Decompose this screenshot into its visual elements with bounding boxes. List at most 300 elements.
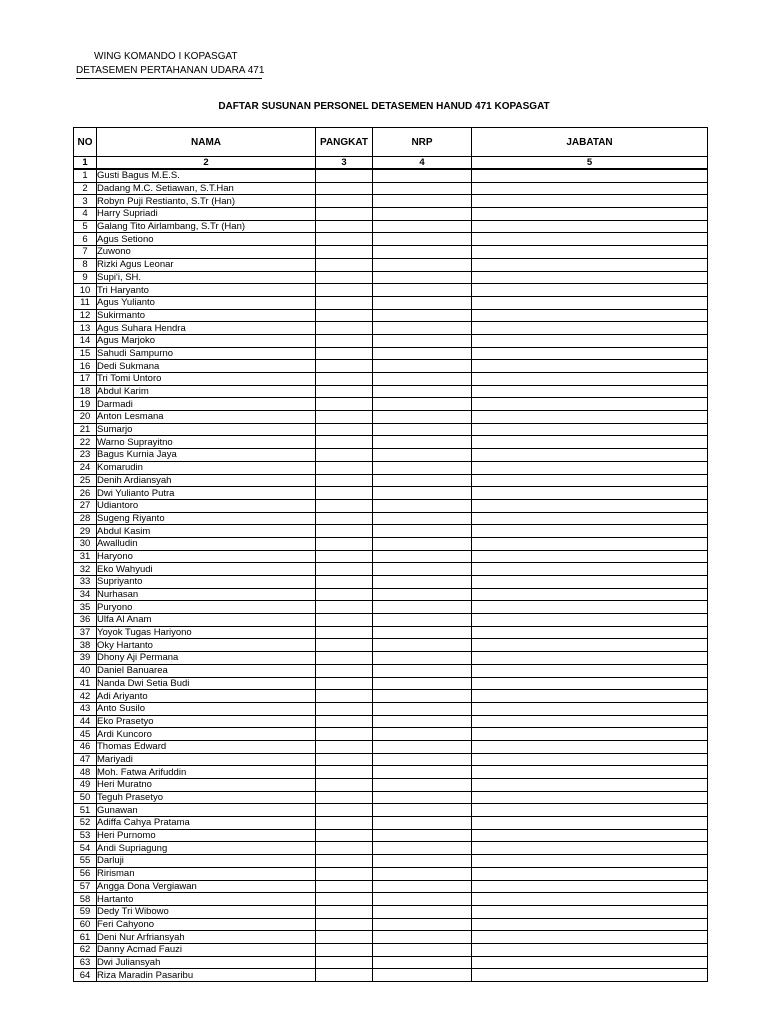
cell-jabatan <box>472 652 708 665</box>
table-row <box>74 525 708 538</box>
table-row <box>74 385 708 398</box>
cell-pangkat <box>316 550 373 563</box>
cell-jabatan <box>472 715 708 728</box>
cell-pangkat <box>316 195 373 208</box>
cell-jabatan <box>472 258 708 271</box>
cell-jabatan <box>472 461 708 474</box>
cell-jabatan <box>472 512 708 525</box>
cell-no: 38 <box>74 639 97 652</box>
cell-pangkat <box>316 576 373 589</box>
cell-jabatan <box>472 525 708 538</box>
table-row <box>74 563 708 576</box>
cell-nrp <box>373 271 472 284</box>
cell-nama: Agus Setiono <box>97 233 316 246</box>
cell-no: 3 <box>74 195 97 208</box>
cell-jabatan <box>472 208 708 221</box>
cell-no: 57 <box>74 880 97 893</box>
cell-nama: Thomas Edward <box>97 740 316 753</box>
cell-jabatan <box>472 169 708 182</box>
cell-nrp <box>373 715 472 728</box>
cell-nama: Heri Purnomo <box>97 829 316 842</box>
cell-no: 20 <box>74 411 97 424</box>
cell-nrp <box>373 626 472 639</box>
cell-pangkat <box>316 537 373 550</box>
cell-nrp <box>373 677 472 690</box>
table-row <box>74 817 708 830</box>
cell-no: 37 <box>74 626 97 639</box>
cell-nama: Darluji <box>97 855 316 868</box>
table-row <box>74 639 708 652</box>
cell-jabatan <box>472 918 708 931</box>
cell-nama: Udiantoro <box>97 499 316 512</box>
cell-nrp <box>373 880 472 893</box>
cell-pangkat <box>316 347 373 360</box>
cell-jabatan <box>472 373 708 386</box>
table-row <box>74 512 708 525</box>
cell-no: 30 <box>74 537 97 550</box>
table-row <box>74 766 708 779</box>
cell-jabatan <box>472 195 708 208</box>
cell-jabatan <box>472 677 708 690</box>
cell-jabatan <box>472 385 708 398</box>
header-pangkat: PANGKAT <box>316 128 373 157</box>
cell-nama: Feri Cahyono <box>97 918 316 931</box>
cell-no: 45 <box>74 728 97 741</box>
cell-pangkat <box>316 284 373 297</box>
table-row <box>74 322 708 335</box>
cell-nama: Dadang M.C. Setiawan, S.T.Han <box>97 182 316 195</box>
cell-jabatan <box>472 563 708 576</box>
table-row <box>74 436 708 449</box>
cell-nrp <box>373 169 472 182</box>
cell-no: 11 <box>74 296 97 309</box>
cell-jabatan <box>472 588 708 601</box>
personnel-table <box>73 127 708 982</box>
cell-nrp <box>373 284 472 297</box>
cell-pangkat <box>316 829 373 842</box>
cell-nama: Robyn Puji Restianto, S.Tr (Han) <box>97 195 316 208</box>
cell-no: 51 <box>74 804 97 817</box>
cell-pangkat <box>316 322 373 335</box>
cell-jabatan <box>472 576 708 589</box>
cell-pangkat <box>316 943 373 956</box>
table-row <box>74 728 708 741</box>
cell-jabatan <box>472 766 708 779</box>
cell-jabatan <box>472 867 708 880</box>
cell-nama: Warno Suprayitno <box>97 436 316 449</box>
header-nrp: NRP <box>373 128 472 157</box>
cell-nrp <box>373 905 472 918</box>
table-row <box>74 652 708 665</box>
cell-pangkat <box>316 334 373 347</box>
cell-pangkat <box>316 169 373 182</box>
table-row <box>74 614 708 627</box>
cell-no: 34 <box>74 588 97 601</box>
cell-pangkat <box>316 588 373 601</box>
cell-no: 36 <box>74 614 97 627</box>
cell-nrp <box>373 956 472 969</box>
cell-pangkat <box>316 436 373 449</box>
cell-pangkat <box>316 893 373 906</box>
cell-jabatan <box>472 334 708 347</box>
header-no: NO <box>74 128 97 157</box>
cell-pangkat <box>316 766 373 779</box>
cell-nama: Rizki Agus Leonar <box>97 258 316 271</box>
table-row <box>74 753 708 766</box>
cell-nama: Adi Ariyanto <box>97 690 316 703</box>
cell-jabatan <box>472 614 708 627</box>
cell-no: 48 <box>74 766 97 779</box>
cell-nama: Awalludin <box>97 537 316 550</box>
cell-pangkat <box>316 411 373 424</box>
cell-nama: Mariyadi <box>97 753 316 766</box>
cell-nrp <box>373 855 472 868</box>
cell-jabatan <box>472 753 708 766</box>
table-row <box>74 411 708 424</box>
cell-pangkat <box>316 817 373 830</box>
cell-jabatan <box>472 233 708 246</box>
cell-pangkat <box>316 258 373 271</box>
cell-no: 58 <box>74 893 97 906</box>
cell-nama: Dwi Yulianto Putra <box>97 487 316 500</box>
table-row <box>74 931 708 944</box>
cell-no: 42 <box>74 690 97 703</box>
cell-nama: Supriyanto <box>97 576 316 589</box>
cell-jabatan <box>472 880 708 893</box>
cell-no: 10 <box>74 284 97 297</box>
cell-no: 26 <box>74 487 97 500</box>
cell-nrp <box>373 258 472 271</box>
cell-pangkat <box>316 398 373 411</box>
cell-jabatan <box>472 893 708 906</box>
cell-no: 28 <box>74 512 97 525</box>
table-row <box>74 804 708 817</box>
index-nrp: 4 <box>373 157 472 170</box>
cell-pangkat <box>316 690 373 703</box>
table-row <box>74 474 708 487</box>
table-row <box>74 715 708 728</box>
cell-pangkat <box>316 601 373 614</box>
cell-no: 54 <box>74 842 97 855</box>
table-row <box>74 398 708 411</box>
table-row <box>74 461 708 474</box>
cell-nama: Daniel Banuarea <box>97 664 316 677</box>
table-header-row <box>74 128 708 157</box>
cell-nrp <box>373 601 472 614</box>
cell-nama: Sumarjo <box>97 423 316 436</box>
cell-nama: Angga Dona Vergiawan <box>97 880 316 893</box>
table-row <box>74 956 708 969</box>
cell-no: 18 <box>74 385 97 398</box>
cell-pangkat <box>316 728 373 741</box>
cell-nama: Abdul Karim <box>97 385 316 398</box>
cell-nama: Danny Acmad Fauzi <box>97 943 316 956</box>
cell-nama: Sahudi Sampurno <box>97 347 316 360</box>
cell-pangkat <box>316 614 373 627</box>
cell-pangkat <box>316 779 373 792</box>
cell-pangkat <box>316 702 373 715</box>
table-row <box>74 867 708 880</box>
cell-pangkat <box>316 918 373 931</box>
cell-pangkat <box>316 385 373 398</box>
cell-no: 53 <box>74 829 97 842</box>
cell-no: 6 <box>74 233 97 246</box>
table-row <box>74 601 708 614</box>
cell-nrp <box>373 373 472 386</box>
cell-pangkat <box>316 931 373 944</box>
table-row <box>74 296 708 309</box>
index-jabatan: 5 <box>472 157 708 170</box>
cell-nrp <box>373 588 472 601</box>
cell-jabatan <box>472 487 708 500</box>
cell-no: 55 <box>74 855 97 868</box>
index-pangkat: 3 <box>316 157 373 170</box>
cell-pangkat <box>316 715 373 728</box>
cell-no: 7 <box>74 246 97 259</box>
cell-nrp <box>373 398 472 411</box>
cell-nrp <box>373 195 472 208</box>
table-row <box>74 487 708 500</box>
cell-nrp <box>373 817 472 830</box>
cell-nama: Sugeng Riyanto <box>97 512 316 525</box>
cell-no: 63 <box>74 956 97 969</box>
cell-jabatan <box>472 220 708 233</box>
cell-nrp <box>373 702 472 715</box>
cell-nrp <box>373 943 472 956</box>
cell-jabatan <box>472 284 708 297</box>
cell-nama: Agus Marjoko <box>97 334 316 347</box>
cell-pangkat <box>316 499 373 512</box>
cell-nrp <box>373 829 472 842</box>
cell-nrp <box>373 246 472 259</box>
table-row <box>74 677 708 690</box>
table-row <box>74 449 708 462</box>
cell-nrp <box>373 220 472 233</box>
cell-jabatan <box>472 360 708 373</box>
cell-pangkat <box>316 563 373 576</box>
cell-nrp <box>373 233 472 246</box>
cell-nama: Andi Supriagung <box>97 842 316 855</box>
cell-nama: Denih Ardiansyah <box>97 474 316 487</box>
cell-no: 47 <box>74 753 97 766</box>
cell-pangkat <box>316 233 373 246</box>
cell-jabatan <box>472 791 708 804</box>
cell-nrp <box>373 804 472 817</box>
cell-no: 16 <box>74 360 97 373</box>
cell-no: 32 <box>74 563 97 576</box>
cell-jabatan <box>472 271 708 284</box>
cell-nama: Galang Tito Airlambang, S.Tr (Han) <box>97 220 316 233</box>
cell-nama: Dhony Aji Permana <box>97 652 316 665</box>
cell-no: 21 <box>74 423 97 436</box>
cell-nrp <box>373 766 472 779</box>
table-row <box>74 690 708 703</box>
table-row <box>74 284 708 297</box>
cell-nama: Deni Nur Arfriansyah <box>97 931 316 944</box>
cell-no: 5 <box>74 220 97 233</box>
cell-no: 14 <box>74 334 97 347</box>
cell-jabatan <box>472 398 708 411</box>
cell-nama: Nurhasan <box>97 588 316 601</box>
table-row <box>74 182 708 195</box>
document-title: DAFTAR SUSUNAN PERSONEL DETASEMEN HANUD 471 KOPASGAT <box>218 101 550 112</box>
cell-jabatan <box>472 639 708 652</box>
table-row <box>74 791 708 804</box>
cell-jabatan <box>472 817 708 830</box>
cell-nrp <box>373 931 472 944</box>
cell-nama: Ririsman <box>97 867 316 880</box>
cell-nama: Riza Maradin Pasaribu <box>97 969 316 982</box>
cell-nrp <box>373 893 472 906</box>
cell-no: 60 <box>74 918 97 931</box>
cell-no: 31 <box>74 550 97 563</box>
cell-nrp <box>373 385 472 398</box>
cell-nrp <box>373 360 472 373</box>
header-jabatan: JABATAN <box>472 128 708 157</box>
header-underline <box>76 78 262 79</box>
cell-nama: Agus Suhara Hendra <box>97 322 316 335</box>
cell-nama: Hartanto <box>97 893 316 906</box>
cell-nrp <box>373 614 472 627</box>
cell-pangkat <box>316 360 373 373</box>
cell-nrp <box>373 779 472 792</box>
cell-nrp <box>373 791 472 804</box>
cell-nrp <box>373 690 472 703</box>
cell-nama: Dedy Tri Wibowo <box>97 905 316 918</box>
cell-nama: Dwi Juliansyah <box>97 956 316 969</box>
cell-nama: Tri Tomi Untoro <box>97 373 316 386</box>
table-row <box>74 550 708 563</box>
table-row <box>74 373 708 386</box>
cell-nama: Agus Yulianto <box>97 296 316 309</box>
cell-nrp <box>373 487 472 500</box>
header-nama: NAMA <box>97 128 316 157</box>
cell-pangkat <box>316 626 373 639</box>
cell-nama: Zuwono <box>97 246 316 259</box>
cell-nama: Dedi Sukmana <box>97 360 316 373</box>
cell-pangkat <box>316 182 373 195</box>
cell-no: 40 <box>74 664 97 677</box>
table-row <box>74 918 708 931</box>
table-row <box>74 702 708 715</box>
cell-pangkat <box>316 474 373 487</box>
cell-no: 23 <box>74 449 97 462</box>
cell-jabatan <box>472 943 708 956</box>
cell-pangkat <box>316 804 373 817</box>
cell-jabatan <box>472 956 708 969</box>
cell-nrp <box>373 969 472 982</box>
cell-no: 8 <box>74 258 97 271</box>
cell-nrp <box>373 334 472 347</box>
cell-jabatan <box>472 969 708 982</box>
cell-nama: Bagus Kurnia Jaya <box>97 449 316 462</box>
cell-pangkat <box>316 639 373 652</box>
unit-line-1: WING KOMANDO I KOPASGAT <box>94 51 238 62</box>
cell-nrp <box>373 728 472 741</box>
cell-no: 1 <box>74 169 97 182</box>
cell-pangkat <box>316 791 373 804</box>
cell-jabatan <box>472 309 708 322</box>
cell-nrp <box>373 309 472 322</box>
cell-nrp <box>373 449 472 462</box>
cell-pangkat <box>316 373 373 386</box>
table-row <box>74 779 708 792</box>
cell-nrp <box>373 664 472 677</box>
cell-pangkat <box>316 296 373 309</box>
cell-no: 24 <box>74 461 97 474</box>
cell-nama: Yoyok Tugas Hariyono <box>97 626 316 639</box>
cell-nrp <box>373 918 472 931</box>
cell-jabatan <box>472 411 708 424</box>
table-row <box>74 499 708 512</box>
cell-jabatan <box>472 728 708 741</box>
cell-pangkat <box>316 956 373 969</box>
cell-no: 4 <box>74 208 97 221</box>
cell-no: 59 <box>74 905 97 918</box>
table-row <box>74 258 708 271</box>
cell-nama: Ardi Kuncoro <box>97 728 316 741</box>
cell-jabatan <box>472 347 708 360</box>
cell-no: 46 <box>74 740 97 753</box>
cell-pangkat <box>316 423 373 436</box>
cell-nama: Gunawan <box>97 804 316 817</box>
table-row <box>74 588 708 601</box>
table-row <box>74 855 708 868</box>
cell-no: 56 <box>74 867 97 880</box>
column-index-row <box>74 157 708 170</box>
cell-nrp <box>373 652 472 665</box>
table-row <box>74 423 708 436</box>
cell-pangkat <box>316 842 373 855</box>
cell-nama: Heri Muratno <box>97 779 316 792</box>
cell-pangkat <box>316 880 373 893</box>
cell-pangkat <box>316 855 373 868</box>
cell-jabatan <box>472 804 708 817</box>
cell-nrp <box>373 842 472 855</box>
cell-jabatan <box>472 182 708 195</box>
cell-no: 13 <box>74 322 97 335</box>
cell-nama: Komarudin <box>97 461 316 474</box>
cell-no: 41 <box>74 677 97 690</box>
cell-no: 39 <box>74 652 97 665</box>
cell-nama: Eko Prasetyo <box>97 715 316 728</box>
cell-jabatan <box>472 702 708 715</box>
cell-nama: Tri Haryanto <box>97 284 316 297</box>
cell-nrp <box>373 208 472 221</box>
cell-no: 44 <box>74 715 97 728</box>
cell-jabatan <box>472 779 708 792</box>
cell-nrp <box>373 322 472 335</box>
cell-jabatan <box>472 499 708 512</box>
cell-pangkat <box>316 867 373 880</box>
cell-pangkat <box>316 461 373 474</box>
cell-jabatan <box>472 601 708 614</box>
cell-nama: Moh. Fatwa Arifuddin <box>97 766 316 779</box>
cell-nrp <box>373 753 472 766</box>
index-nama: 2 <box>97 157 316 170</box>
cell-nama: Abdul Kasim <box>97 525 316 538</box>
cell-nrp <box>373 423 472 436</box>
table-row <box>74 271 708 284</box>
table-row <box>74 360 708 373</box>
cell-jabatan <box>472 626 708 639</box>
table-row <box>74 169 708 182</box>
table-row <box>74 893 708 906</box>
cell-nrp <box>373 550 472 563</box>
cell-no: 62 <box>74 943 97 956</box>
cell-no: 64 <box>74 969 97 982</box>
table-row <box>74 740 708 753</box>
